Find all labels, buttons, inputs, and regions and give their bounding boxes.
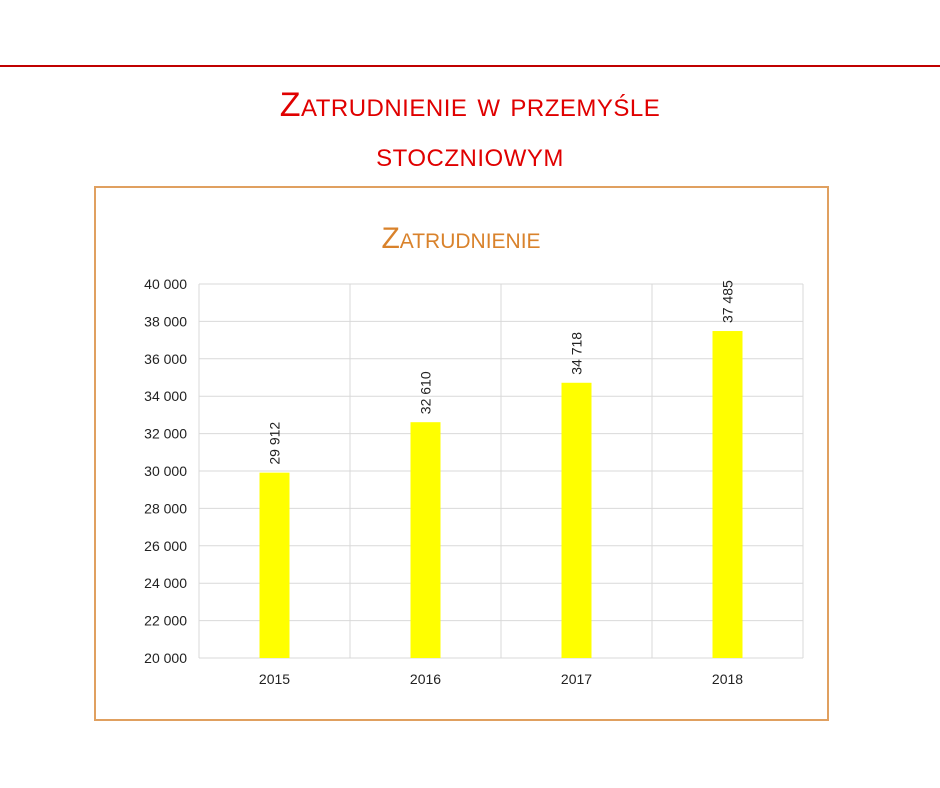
chart-title: Zatrudnienie [381, 222, 541, 255]
bar-2017 [562, 383, 592, 658]
bar-2016 [411, 422, 441, 658]
data-label-2017: 34 718 [568, 331, 585, 375]
x-tick-label: 2018 [711, 671, 744, 687]
data-label-2015: 29 912 [266, 421, 283, 465]
y-tick-label: 38 000 [144, 313, 187, 330]
y-tick-label: 36 000 [144, 350, 187, 367]
y-tick-label: 34 000 [144, 388, 187, 405]
page-title [0, 80, 940, 180]
y-tick-label: 26 000 [144, 537, 187, 554]
axis-layer [144, 276, 743, 687]
data-label-2016: 32 610 [417, 371, 434, 415]
y-tick-label: 24 000 [144, 575, 187, 592]
x-tick-label: 2017 [560, 671, 593, 687]
top-rule [0, 65, 940, 67]
y-tick-label: 30 000 [144, 463, 187, 479]
page-title-line-2: stoczniowym [376, 136, 564, 174]
y-tick-label: 28 000 [144, 500, 187, 517]
chart-frame [94, 186, 829, 721]
grid-layer [199, 284, 803, 658]
x-tick-label: 2015 [258, 671, 291, 687]
x-tick-label: 2016 [409, 671, 442, 687]
y-tick-label: 32 000 [144, 425, 187, 442]
y-tick-label: 20 000 [144, 650, 187, 666]
y-tick-label: 22 000 [144, 612, 187, 629]
bar-2015 [260, 473, 290, 658]
y-tick-label: 40 000 [144, 276, 187, 292]
page-title-line-1: Zatrudnienie w przemyśle [279, 86, 661, 124]
data-label-2018: 37 485 [719, 280, 736, 324]
employment-bar-chart [96, 188, 827, 719]
bar-2018 [713, 331, 743, 658]
